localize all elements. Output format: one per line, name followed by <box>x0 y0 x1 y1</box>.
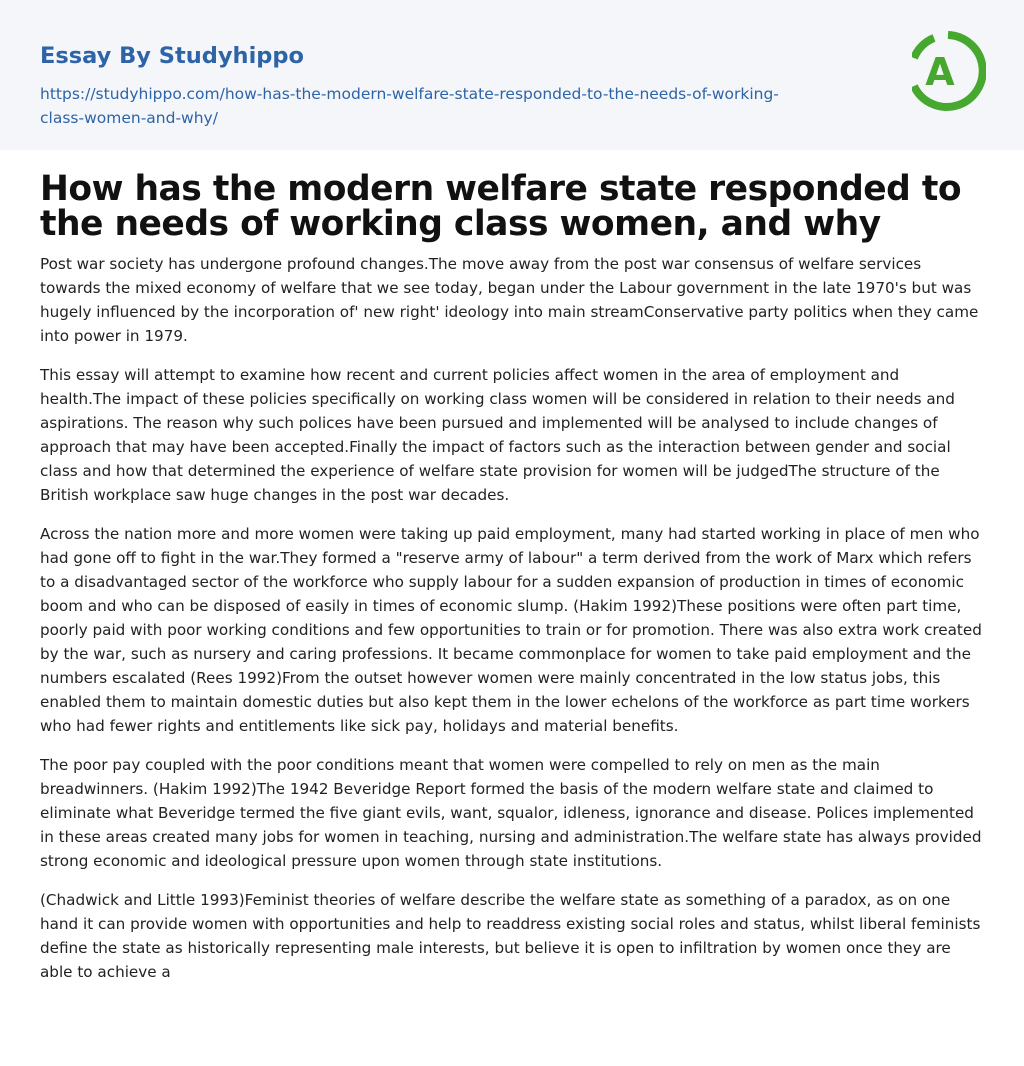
essay-paragraph: The poor pay coupled with the poor conditions meant that women were compelled to rely on men as the main breadwinners. (Hakim 1992)The 1942 Beveridge Report formed the basis of the modern welfare state and claimed to eliminate what Beveridge termed the five giant evils, want, squalor, idleness, ignorance and disease. Polices implemented in these areas created many jobs for women in teaching, nursing and administration.The welfare state has always provided strong economic and ideological pressure upon women through state institutions. <box>40 756 982 870</box>
page-header <box>0 0 1024 150</box>
essay-paragraph: Across the nation more and more women were taking up paid employment, many had started working in place of men who had gone off to fight in the war.They formed a "reserve army of labour" a term derived from the work of Marx which refers to a disadvantaged sector of the workforce who supply labour for a sudden expansion of production in times of economic boom and who can be disposed of easily in times of economic slump. (Hakim 1992)These positions were often part time, poorly paid with poor working conditions and few opportunities to train or for promotion. There was also extra work created by the war, such as nursery and caring professions. It became commonplace for women to take paid employment and the numbers escalated (Rees 1992)From the outset however women were mainly concentrated in the low status jobs, this enabled them to maintain domestic duties but also kept them in the lower echelons of the workforce as part time workers who had fewer rights and entitlements like sick pay, holidays and material benefits. <box>40 525 982 735</box>
essay-paragraph: This essay will attempt to examine how recent and current policies affect women in the area of employment and health.The impact of these policies specifically on working class women will be considered in relation to their needs and aspirations. The reason why such polices have been pursued and implemented will be analysed to include changes of approach that may have been accepted.Finally the impact of factors such as the interaction between gender and social class and how that determined the experience of welfare state provision for women will be judgedThe structure of the British workplace saw huge changes in the post war decades. <box>40 366 955 504</box>
brand-title: Essay By Studyhippo <box>40 43 304 69</box>
studyhippo-logo-icon[interactable] <box>912 29 986 115</box>
essay-paragraph: (Chadwick and Little 1993)Feminist theories of welfare describe the welfare state as something of a paradox, as on one hand it can provide women with opportunities and help to readdress existing social roles and status, whilst liberal feminists define the state as historically representing male interests, but believe it is open to infiltration by women once they are able to achieve a <box>40 891 981 981</box>
essay-title: How has the modern welfare state responded to the needs of working class women, and why <box>40 169 962 244</box>
logo-letter: A <box>925 50 955 94</box>
essay-paragraph: Post war society has undergone profound changes.The move away from the post war consensus of welfare services towards the mixed economy of welfare that we see today, began under the Labour government in the late 1970's but was hugely influenced by the incorporation of' new right' ideology into main streamConservative party politics when they came into power in 1979. <box>40 255 979 345</box>
essay-body <box>0 169 1024 984</box>
source-url-link[interactable]: https://studyhippo.com/how-has-the-modern-welfare-state-responded-to-the-needs-of-working-class-women-and-why/ <box>40 85 779 127</box>
